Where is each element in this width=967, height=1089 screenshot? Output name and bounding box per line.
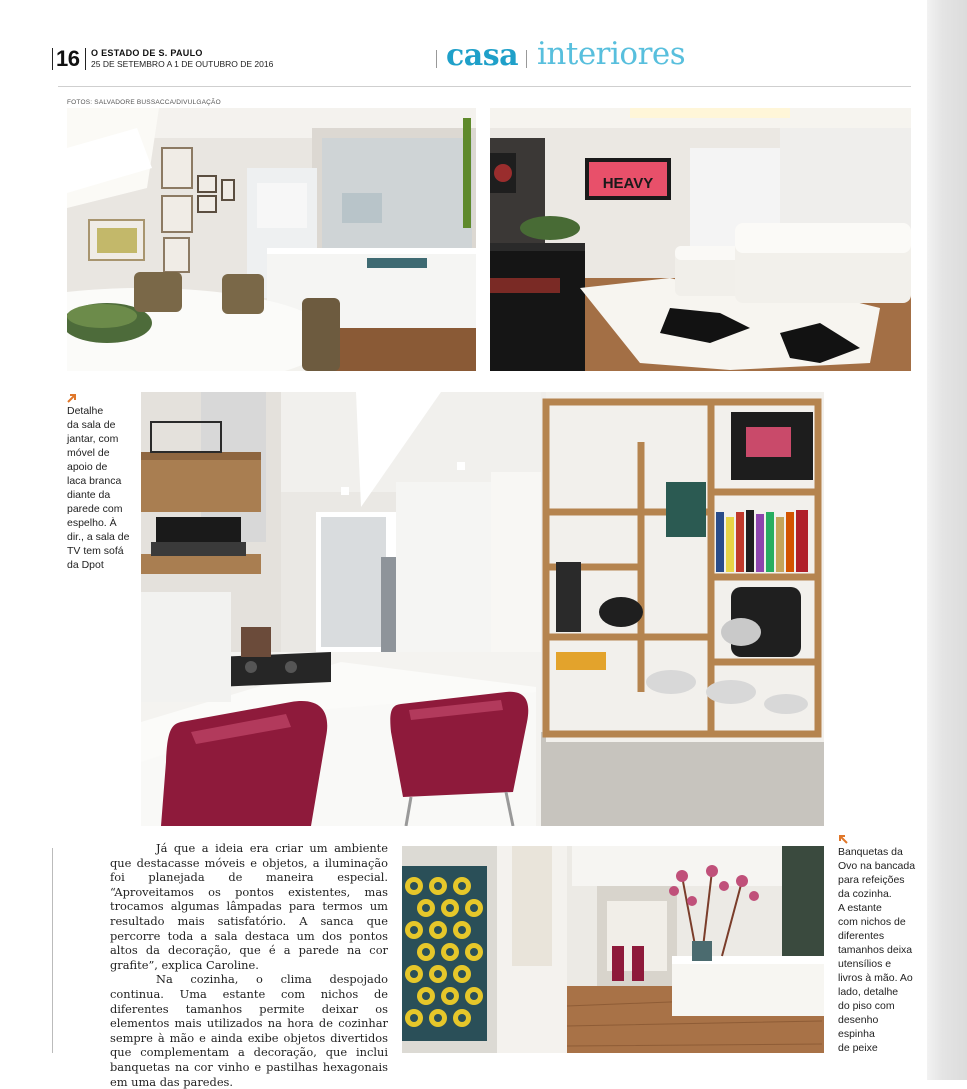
caption-kitchen — [838, 845, 920, 1055]
caption-line: jantar, com — [67, 433, 119, 445]
caption-line: utensílios e — [838, 958, 892, 970]
header-rule — [58, 86, 911, 87]
caption-line: de peixe — [838, 1042, 878, 1054]
caption-line: dir., a sala de — [67, 531, 130, 543]
photo-floor-detail — [402, 846, 824, 1053]
caption-line: A estante — [838, 902, 882, 914]
newspaper-name: O ESTADO DE S. PAULO — [91, 48, 203, 58]
caption-line: espelho. À — [67, 517, 117, 529]
caption-line: do piso com — [838, 1000, 895, 1012]
section-divider — [526, 50, 527, 68]
section-title-casa: casa — [446, 38, 519, 73]
caption-line: móvel de — [67, 447, 110, 459]
caption-line: Detalhe — [67, 405, 104, 417]
caption-line: apoio de — [67, 461, 108, 473]
caption-line: diante da — [67, 489, 111, 501]
page-number-rule-right — [85, 48, 86, 70]
caption-line: livros à mão. Ao — [838, 972, 913, 984]
caption-arrow-icon — [838, 834, 848, 844]
caption-line: Ovo na bancada — [838, 860, 916, 872]
column-rule — [52, 848, 53, 1053]
article-paragraph: Na cozinha, o clima despojado continua. Uma estante com nichos de diferentes tamanhos permite deixar os elementos mais utilizados na hora de cozinhar sempre à mão e ainda exibe objetos divertidos que complementam a decoração, que inclui banquetas na cor vinho e pastilhas hexagonais em uma das paredes. — [110, 972, 388, 1089]
tv-room-poster-text: HEAVY — [602, 175, 654, 192]
caption-line: desenho — [838, 1014, 879, 1026]
caption-line: lado, detalhe — [838, 986, 899, 998]
article-paragraph: Já que a ideia era criar um ambiente que destacasse móveis e objetos, a iluminação foi planejada de maneira especial. “Aproveitamos os pontos existentes, mas trocamos algumas lâmpadas para termos um resultado mais satisfatório. A sanca que percorre toda a sala destaca um dos pontos altos da decoração, que é a parede na cor grafite”, explica Caroline. — [110, 841, 388, 972]
photo-kitchen — [141, 392, 824, 826]
caption-line: espinha — [838, 1028, 875, 1040]
caption-line: tamanhos deixa — [838, 944, 913, 956]
photo-tv-room — [490, 108, 911, 371]
page-edge-shadow — [927, 0, 967, 1080]
caption-line: da cozinha. — [838, 888, 892, 900]
photo-credit: FOTOS: SALVADORE BUSSACCA/DIVULGAÇÃO — [67, 99, 221, 106]
caption-line: diferentes — [838, 930, 885, 942]
edition-date: 25 DE SETEMBRO A 1 DE OUTUBRO DE 2016 — [91, 59, 274, 69]
caption-line: da Dpot — [67, 559, 104, 571]
caption-line: com nichos de — [838, 916, 906, 928]
caption-line: da sala de — [67, 419, 116, 431]
section-divider — [436, 50, 437, 68]
page-number-rule-left — [52, 48, 53, 70]
caption-line: para refeições — [838, 874, 905, 886]
caption-line: TV tem sofá — [67, 545, 124, 557]
article-body — [110, 841, 388, 1089]
caption-dining-tv — [67, 404, 137, 572]
caption-line: Banquetas da — [838, 846, 903, 858]
caption-arrow-icon — [67, 393, 77, 403]
caption-line: parede com — [67, 503, 123, 515]
page-number: 16 — [56, 46, 80, 71]
photo-dining-room — [67, 108, 476, 371]
caption-line: laca branca — [67, 475, 122, 487]
section-title-interiores: interiores — [537, 36, 686, 72]
